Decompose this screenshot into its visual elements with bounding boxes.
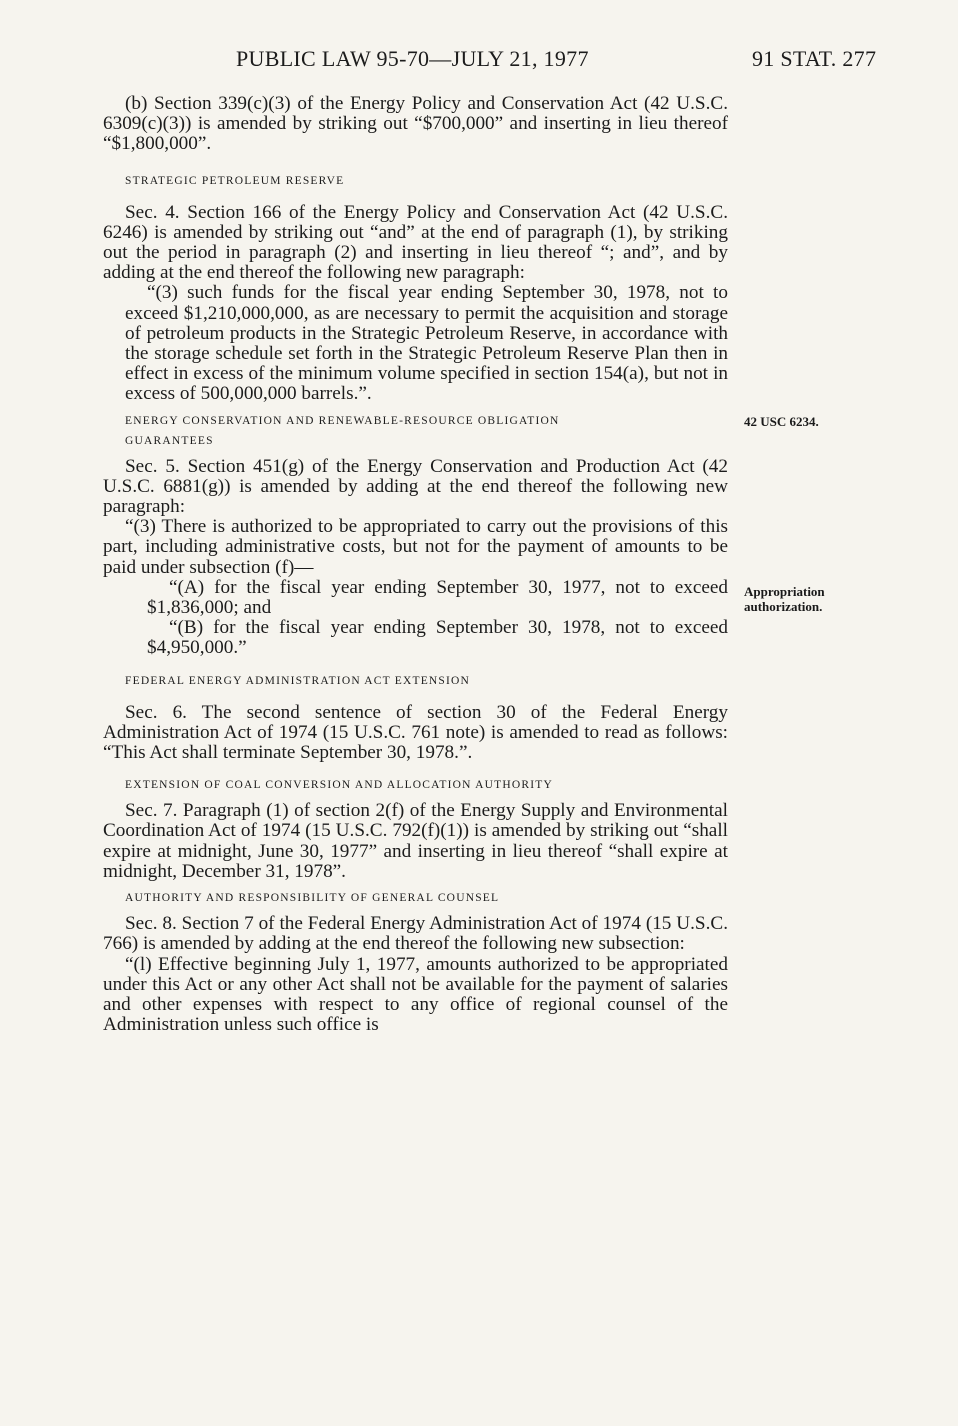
paragraph-sec-5: Sec. 5. Section 451(g) of the Energy Conservation and Production Act (42 U.S.C. 6881(g)) is amended by adding at the end thereof the following new paragraph: bbox=[103, 455, 728, 518]
paragraph-sec-5-b: “(B) for the fiscal year ending September 30, 1978, not to exceed $4,950,000.” bbox=[147, 617, 728, 659]
margin-note-appropriation-line-1: Appropriation bbox=[744, 584, 825, 599]
margin-note-usc-citation: 42 USC 6234. bbox=[744, 414, 819, 429]
paragraph-sec-7: Sec. 7. Paragraph (1) of section 2(f) of the Energy Supply and Environmental Coordination Act of 1974 (15 U.S.C. 792(f)(1)) is amended by striking out “shall expire at midnight, June 30, 1977” and inserting in lieu thereof “shall expire at midnight, December 31, 1978”. bbox=[103, 800, 728, 882]
paragraph-sec-4: Sec. 4. Section 166 of the Energy Policy and Conservation Act (42 U.S.C. 6246) is amended by striking out “and” at the end of paragraph (1), by striking out the period in paragraph (2) and inserting in lieu thereof “; and”, and by adding at the end thereof the following new paragraph: bbox=[103, 201, 728, 284]
heading-strategic-petroleum-reserve: STRATEGIC PETROLEUM RESERVE bbox=[125, 174, 345, 187]
paragraph-sec-8-quote: “(l) Effective beginning July 1, 1977, amounts authorized to be appropriated under this Act or any other Act shall not be available for the payment of salaries and other expenses with respect to any office of regional counsel of the Administration unless such office is bbox=[103, 953, 728, 1036]
paragraph-sec-5-quote: “(3) There is authorized to be appropriated to carry out the provisions of this part, including administrative costs, but not for the payment of amounts to be paid under subsection (f)— bbox=[103, 516, 728, 578]
paragraph-sec-6: Sec. 6. The second sentence of section 30 of the Federal Energy Administration Act of 1974 (15 U.S.C. 761 note) is amended to read as follows: “This Act shall terminate September 30, 1978.”. bbox=[103, 701, 728, 764]
page-header-title: PUBLIC LAW 95-70—JULY 21, 1977 bbox=[236, 46, 589, 71]
heading-coal-conversion: EXTENSION OF COAL CONVERSION AND ALLOCATION AUTHORITY bbox=[125, 779, 553, 792]
margin-note-appropriation bbox=[744, 584, 825, 614]
paragraph-sec-8: Sec. 8. Section 7 of the Federal Energy Administration Act of 1974 (15 U.S.C. 766) is amended by adding at the end thereof the following new subsection: bbox=[103, 913, 728, 955]
heading-fea-extension: FEDERAL ENERGY ADMINISTRATION ACT EXTENSION bbox=[125, 674, 471, 687]
margin-note-appropriation-line-2: authorization. bbox=[744, 599, 823, 614]
document-body bbox=[103, 94, 728, 1035]
heading-energy-conservation-line-1: ENERGY CONSERVATION AND RENEWABLE-RESOURCE OBLIGATION bbox=[125, 414, 560, 427]
page-header-stat: 91 STAT. 277 bbox=[752, 46, 877, 71]
heading-general-counsel: AUTHORITY AND RESPONSIBILITY OF GENERAL COUNSEL bbox=[125, 892, 500, 905]
heading-energy-conservation-line-2: GUARANTEES bbox=[125, 434, 214, 447]
paragraph-sec-5-a: “(A) for the fiscal year ending September 30, 1977, not to exceed $1,836,000; and bbox=[147, 576, 728, 619]
paragraph-subsection-b: (b) Section 339(c)(3) of the Energy Policy and Conservation Act (42 U.S.C. 6309(c)(3)) is amended by striking out “$700,000” and inserting in lieu thereof “$1,800,000”. bbox=[103, 93, 728, 155]
paragraph-sec-4-quote: “(3) such funds for the fiscal year ending September 30, 1978, not to exceed $1,210,000,000, as are necessary to permit the acquisition and storage of petroleum products in the Strategic Petroleum Reserve, in accordance with the storage schedule set forth in the Strategic Petroleum Reserve Plan then in effect in excess of the minimum volume specified in section 154(a), but not in excess of 500,000,000 barrels.”. bbox=[125, 282, 728, 405]
